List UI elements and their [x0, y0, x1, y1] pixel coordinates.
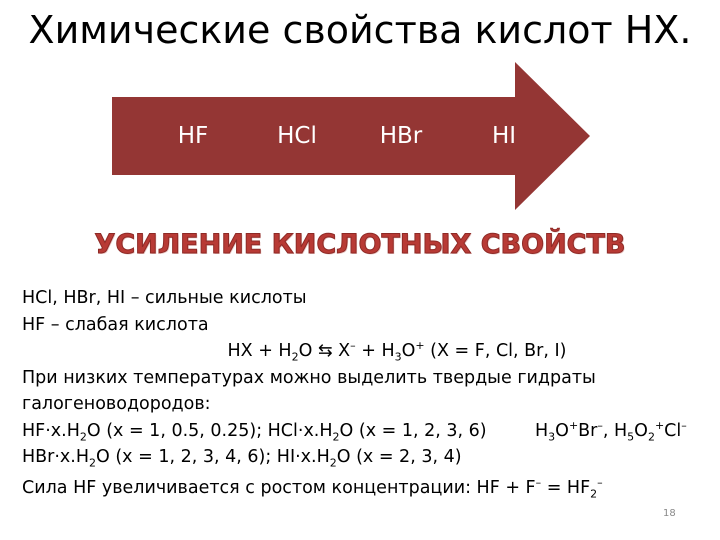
formula-superscript: – — [597, 418, 603, 432]
slide-title: Химические свойства кислот НХ. — [28, 8, 692, 52]
arrow-label-hf: HF — [177, 123, 209, 149]
formula-superscript: + — [568, 418, 579, 432]
formula-part: O (x = 2, 3, 4) — [336, 447, 462, 467]
eq-superscript: – — [350, 339, 356, 353]
formula-subscript: 3 — [548, 430, 556, 443]
acidity-increase-banner: УСИЛЕНИЕ КИСЛОТНЫХ СВОЙСТВ — [94, 229, 626, 260]
formula-part: O — [634, 420, 648, 441]
eq-subscript: 3 — [394, 350, 402, 364]
text-line-hydrogen-halides: галогеноводородов: — [22, 394, 211, 414]
formula-superscript: – — [535, 475, 542, 489]
eq-part: O ⇆ X — [298, 341, 351, 361]
formula-subscript: 2 — [79, 430, 87, 443]
formula-part: HF·x.H — [22, 420, 80, 441]
equilibrium-equation — [22, 338, 712, 365]
formula-part: HBr·x.H — [22, 447, 90, 467]
arrow-label-hcl: HCl — [277, 123, 317, 149]
arrow-label-hi: HI — [491, 123, 517, 149]
eq-part: O — [401, 341, 416, 361]
text-line-weak-acid: HF – слабая кислота — [22, 314, 209, 335]
arrow-shape — [0, 0, 720, 230]
text-line-strong-acids: HCl, HBr, HI – сильные кислоты — [22, 288, 307, 308]
formula-part: O (x = 1, 2, 3, 4, 6); HI·x.H — [96, 447, 330, 467]
hydrates-line-1 — [22, 418, 712, 445]
formula-superscript: + — [654, 418, 665, 432]
hydrates-line-2 — [22, 444, 712, 471]
formula-part: Cl — [664, 420, 682, 441]
formula-part: O (x = 1, 0.5, 0.25); HCl·x.H — [86, 420, 333, 441]
eq-part: HX + H — [227, 341, 292, 361]
formula-subscript: 2 — [647, 430, 655, 443]
formula-part: Сила HF увеличивается с ростом концентрации: HF + F — [22, 477, 536, 498]
hf-strength-line — [22, 475, 712, 502]
formula-subscript: 2 — [590, 487, 598, 500]
formula-subscript: 5 — [627, 430, 635, 443]
formula-superscript: – — [597, 475, 603, 489]
formula-superscript: – — [681, 418, 687, 432]
eq-superscript: + — [415, 339, 425, 353]
text-line-hydrates: При низких температурах можно выделить твердые гидраты — [22, 367, 596, 388]
formula-part: , H — [602, 420, 628, 441]
formula-part: Br — [578, 420, 598, 441]
formula-subscript: 2 — [329, 456, 337, 470]
slide-number: 18 — [663, 508, 676, 519]
eq-part: + H — [355, 341, 395, 361]
formula-part: = HF — [541, 477, 591, 498]
eq-subscript: 2 — [291, 350, 299, 364]
arrow-label-hbr: HBr — [379, 123, 423, 149]
acid-strength-arrow — [0, 0, 720, 230]
eq-part: (X = F, Cl, Br, I) — [424, 341, 567, 361]
formula-subscript: 2 — [89, 456, 97, 470]
formula-part: O (x = 1, 2, 3, 6) — [339, 420, 487, 441]
ion-formulas — [535, 418, 687, 445]
formula-subscript: 2 — [332, 430, 340, 443]
slide-body — [22, 285, 712, 501]
formula-part: H — [535, 420, 549, 441]
formula-part: O — [555, 420, 569, 441]
